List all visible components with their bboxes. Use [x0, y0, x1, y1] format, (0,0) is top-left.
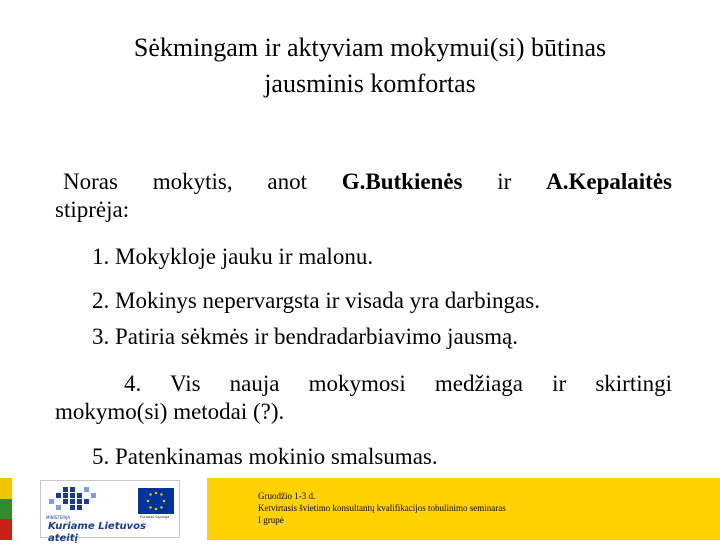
slogan: Kuriame Lietuvos ateitį — [48, 521, 146, 544]
footer-event: Ketvirtasis švietimo konsultantų kvalifikacijos tobulinimo seminaras — [258, 503, 506, 513]
stripe-red — [0, 519, 12, 540]
list-item-4-line-1: 4. Vis nauja mokymosi medžiaga ir skirtingi — [124, 371, 672, 396]
eu-flag-icon — [138, 488, 174, 514]
intro-prefix: Noras mokytis, anot — [63, 169, 342, 194]
slide-title — [40, 30, 700, 102]
eu-caption: Europos Sąjunga — [140, 515, 170, 519]
footer-date: Gruodžio 1-3 d. — [258, 491, 316, 501]
author-2: A.Kepalaitės — [546, 169, 672, 194]
list-item-5: 5. Patenkinamas mokinio smalsumas. — [92, 444, 438, 469]
intro-first-line — [55, 168, 672, 196]
author-1: G.Butkienės — [341, 169, 463, 194]
list-item-3: 3. Patiria sėkmės ir bendradarbiavimo jausmą. — [92, 324, 519, 349]
footer-group: I grupė — [258, 515, 284, 525]
footer-info — [258, 490, 698, 526]
slide-title-line-1: Sėkmingam ir aktyviam mokymui(si) būtinas — [133, 33, 607, 62]
list-item-2: 2. Mokinys nepervargsta ir visada yra darbingas. — [92, 288, 540, 313]
stripe-yellow — [0, 478, 12, 499]
intro-suffix: stiprėja: — [55, 197, 130, 222]
list-item-4-line-2: mokymo(si) metodai (?). — [55, 399, 285, 424]
intro-connector: ir — [462, 169, 547, 194]
intro-paragraph — [55, 168, 672, 224]
list-item-1: 1. Mokykloje jauku ir malonu. — [92, 244, 374, 269]
slide-title-line-2: jausminis komfortas — [264, 69, 476, 98]
stripe-green — [0, 499, 12, 520]
ministry-caption: MINISTERIJA — [46, 515, 71, 520]
flag-stripes — [0, 478, 12, 540]
